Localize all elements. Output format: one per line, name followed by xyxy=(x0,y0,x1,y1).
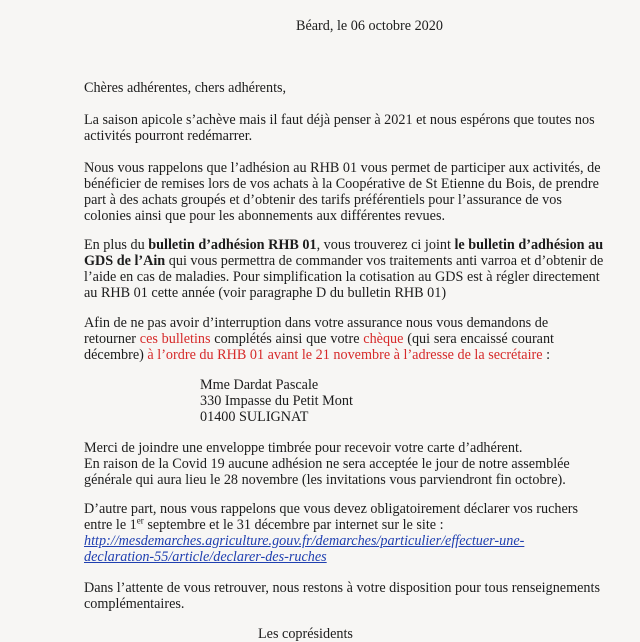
text-run: complétés ainsi que votre xyxy=(210,331,364,347)
paragraph-1-line: La saison apicole s’achève mais il faut déjà penser à 2021 et nous espérons que toutes nos xyxy=(84,112,595,128)
paragraph-3-line: au RHB 01 cette année (voir paragraphe D du bulletin RHB 01) xyxy=(84,285,447,301)
paragraph-2-line: Nous vous rappelons que l’adhésion au RHB 01 vous permet de participer aux activités, de xyxy=(84,160,601,176)
address-street: 330 Impasse du Petit Mont xyxy=(200,393,353,409)
paragraph-2-line: part à des achats groupés et d’obtenir des tarifs préférentiels pour l’assurance de vos xyxy=(84,192,562,208)
paragraph-2-line: bénéficier de remises lors de vos achats à la Coopérative de St Etienne du Bois, de prendre xyxy=(84,176,599,192)
red-text: chèque xyxy=(363,331,404,347)
paragraph-5-line: générale qui aura lieu le 28 novembre (les invitations vous parviendront fin octobre). xyxy=(84,472,566,488)
text-run: entre le 1 xyxy=(84,517,137,533)
paragraph-3-line xyxy=(84,237,604,253)
text-run: , vous trouverez ci joint xyxy=(316,237,455,253)
text-run: qui vous permettra de commander vos traitements anti varroa et d’obtenir de xyxy=(165,253,604,269)
paragraph-3-line: l’aide en cas de maladies. Pour simplification la cotisation au GDS est à régler directement xyxy=(84,269,600,285)
text-run: (qui sera encaissé courant xyxy=(403,331,554,347)
signature: Les coprésidents xyxy=(258,626,353,642)
paragraph-7-line: complémentaires. xyxy=(84,596,185,612)
bold-text: le bulletin d’adhésion au xyxy=(454,237,604,253)
paragraph-1-line: activités pourront redémarrer. xyxy=(84,128,253,144)
paragraph-4-line: Afin de ne pas avoir d’interruption dans votre assurance nous vous demandons de xyxy=(84,315,549,331)
paragraph-4-line xyxy=(84,347,550,363)
paragraph-4-line xyxy=(84,331,554,347)
address-name: Mme Dardat Pascale xyxy=(200,377,319,393)
paragraph-2-line: colonies ainsi que pour les abonnements aux différentes revues. xyxy=(84,208,446,224)
paragraph-3-line xyxy=(84,253,604,269)
text-run: retourner xyxy=(84,331,140,347)
text-run: septembre et le 31 décembre par internet sur le site : xyxy=(143,517,444,533)
superscript: er xyxy=(136,515,144,526)
paragraph-5-line: En raison de la Covid 19 aucune adhésion ne sera acceptée le jour de notre assemblée xyxy=(84,456,570,472)
paragraph-5-line: Merci de joindre une enveloppe timbrée pour recevoir votre carte d’adhérent. xyxy=(84,440,523,456)
paragraph-7-line: Dans l’attente de vous retrouver, nous restons à votre disposition pour tous renseignements xyxy=(84,580,600,596)
red-text: ces bulletins xyxy=(139,331,211,347)
paragraph-6-line xyxy=(84,517,444,533)
declaration-link[interactable]: http://mesdemarches.agriculture.gouv.fr/demarches/particulier/effectuer-une- xyxy=(84,533,525,549)
text-run: : xyxy=(542,347,551,363)
text-run: décembre) xyxy=(84,347,148,363)
paragraph-6-line: D’autre part, nous vous rappelons que vous devez obligatoirement déclarer vos ruchers xyxy=(84,501,579,517)
greeting: Chères adhérentes, chers adhérents, xyxy=(84,80,287,96)
bold-text: bulletin d’adhésion RHB 01 xyxy=(148,237,317,253)
address-city: 01400 SULIGNAT xyxy=(200,409,309,425)
declaration-link[interactable]: declaration-55/article/declarer-des-ruches xyxy=(84,549,327,565)
bold-text: GDS de l’Ain xyxy=(84,253,166,269)
red-text: à l’ordre du RHB 01 avant le 21 novembre à l’adresse de la secrétaire xyxy=(147,347,543,363)
text-run: En plus du xyxy=(84,237,149,253)
date-line: Béard, le 06 octobre 2020 xyxy=(296,18,443,34)
